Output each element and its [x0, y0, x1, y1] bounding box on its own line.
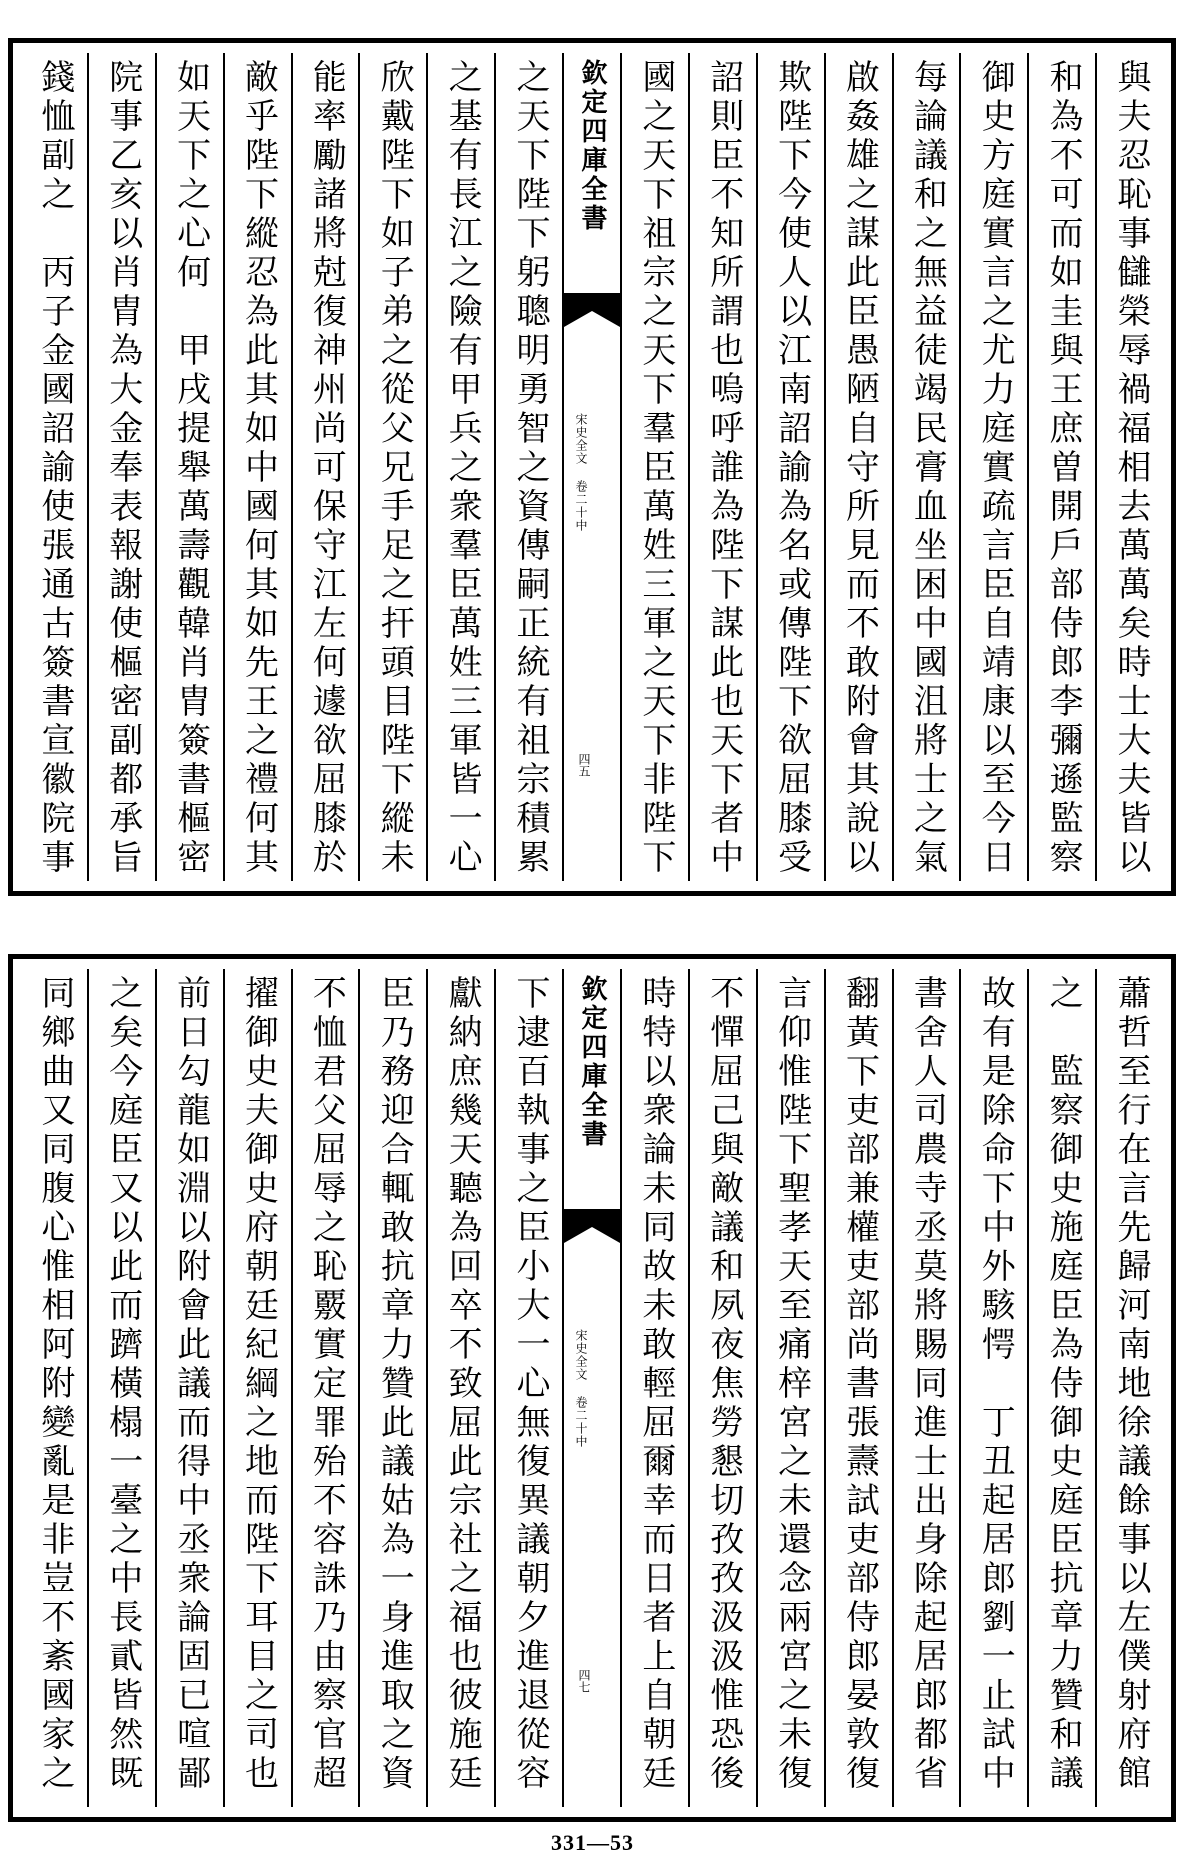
text-column: 與夫忍恥事讎榮辱禍福相去萬萬矣時士大夫皆以 [1095, 53, 1163, 881]
center-fold [562, 53, 620, 881]
text-column: 能率勵諸將尅復神州尚可保守江左何遽欲屈膝於 [291, 53, 359, 881]
center-fold [562, 969, 620, 1807]
page-number: 四七 [577, 1669, 591, 1693]
text-column: 敵乎陛下縱忍為此其如中國何其如先王之禮何其 [223, 53, 291, 881]
book-title: 欽定四庫全書 [577, 59, 607, 233]
text-column: 之天下陛下躬聰明勇智之資傳嗣正統有祖宗積累 [494, 53, 562, 881]
text-column: 和為不可而如圭與王庶曽開戶部侍郎李彌遜監察 [1027, 53, 1095, 881]
text-column: 欣戴陛下如子弟之從父兄手足之扞頭目陛下縱未 [358, 53, 426, 881]
text-column: 御史方庭實言之尤力庭實疏言臣自靖康以至今日 [959, 53, 1027, 881]
text-column: 時特以衆論未同故未敢輕屈爾幸而日者上自朝廷 [620, 969, 688, 1807]
top-page-frame [8, 38, 1176, 896]
bottom-page-frame [8, 954, 1176, 1822]
book-title: 欽定四庫全書 [577, 975, 607, 1149]
text-column: 之 監察御史施庭臣為侍御史庭臣抗章力贊和議 [1027, 969, 1095, 1807]
text-column: 同鄉曲又同腹心惟相阿附變亂是非豈不紊國家之 [34, 975, 75, 1794]
volume-label: 宋史全文 卷二十中 [574, 413, 588, 532]
page-footer-number: 331—53 [551, 1830, 634, 1855]
text-column: 擢御史夫御史府朝廷紀綱之地而陛下耳目之司也 [223, 969, 291, 1807]
text-column: 臣乃務迎合輒敢抗章力贊此議姑為一身進取之資 [358, 969, 426, 1807]
text-column: 如天下之心何 甲戌提舉萬壽觀韓肖胄簽書樞密 [155, 53, 223, 881]
text-column: 啟姦雄之謀此臣愚陋自守所見而不敢附會其說以 [824, 53, 892, 881]
text-column: 獻納庶幾天聽為回卒不致屈此宗社之福也彼施廷 [426, 969, 494, 1807]
fishtail-mark-icon [564, 1209, 620, 1249]
page-number: 四五 [577, 753, 591, 777]
text-column: 國之天下祖宗之天下羣臣萬姓三軍之天下非陛下 [620, 53, 688, 881]
text-column: 書舍人司農寺丞莫將賜同進士出身除起居郎都省 [892, 969, 960, 1807]
text-column: 蕭哲至行在言先歸河南地徐議餘事以左僕射府館 [1095, 969, 1163, 1807]
text-column: 院事乙亥以肖胄為大金奉表報謝使樞密副都承旨 [87, 53, 155, 881]
text-column: 詔則臣不知所謂也嗚呼誰為陛下謀此也天下者中 [688, 53, 756, 881]
text-column: 每論議和之無益徒竭民膏血坐困中國沮將士之氣 [892, 53, 960, 881]
text-column: 不憚屈己與敵議和夙夜焦勞懇切孜孜汲汲惟恐後 [688, 969, 756, 1807]
text-column: 錢恤副之 丙子金國詔諭使張通古簽書宣徽院事 [34, 59, 75, 878]
text-column: 故有是除命下中外駭愕 丁丑起居郎劉一止試中 [959, 969, 1027, 1807]
text-column: 欺陛下今使人以江南詔諭為名或傳陛下欲屈膝受 [756, 53, 824, 881]
text-column: 翻黃下吏部兼權吏部尚書張燾試吏部侍郎晏敦復 [824, 969, 892, 1807]
text-column: 之矣今庭臣又以此而躋橫榻一臺之中長貳皆然既 [87, 969, 155, 1807]
text-column: 言仰惟陛下聖孝天至痛梓宮之未還念兩宮之未復 [756, 969, 824, 1807]
text-column: 不恤君父屈辱之恥覈實定罪殆不容誅乃由察官超 [291, 969, 359, 1807]
volume-label: 宋史全文 卷二十中 [574, 1329, 588, 1448]
text-column: 之基有長江之險有甲兵之衆羣臣萬姓三軍皆一心 [426, 53, 494, 881]
text-column: 下逮百執事之臣小大一心無復異議朝夕進退從容 [494, 969, 562, 1807]
fishtail-mark-icon [564, 293, 620, 333]
text-column: 前日勾龍如淵以附會此議而得中丞衆論固已喧鄙 [155, 969, 223, 1807]
